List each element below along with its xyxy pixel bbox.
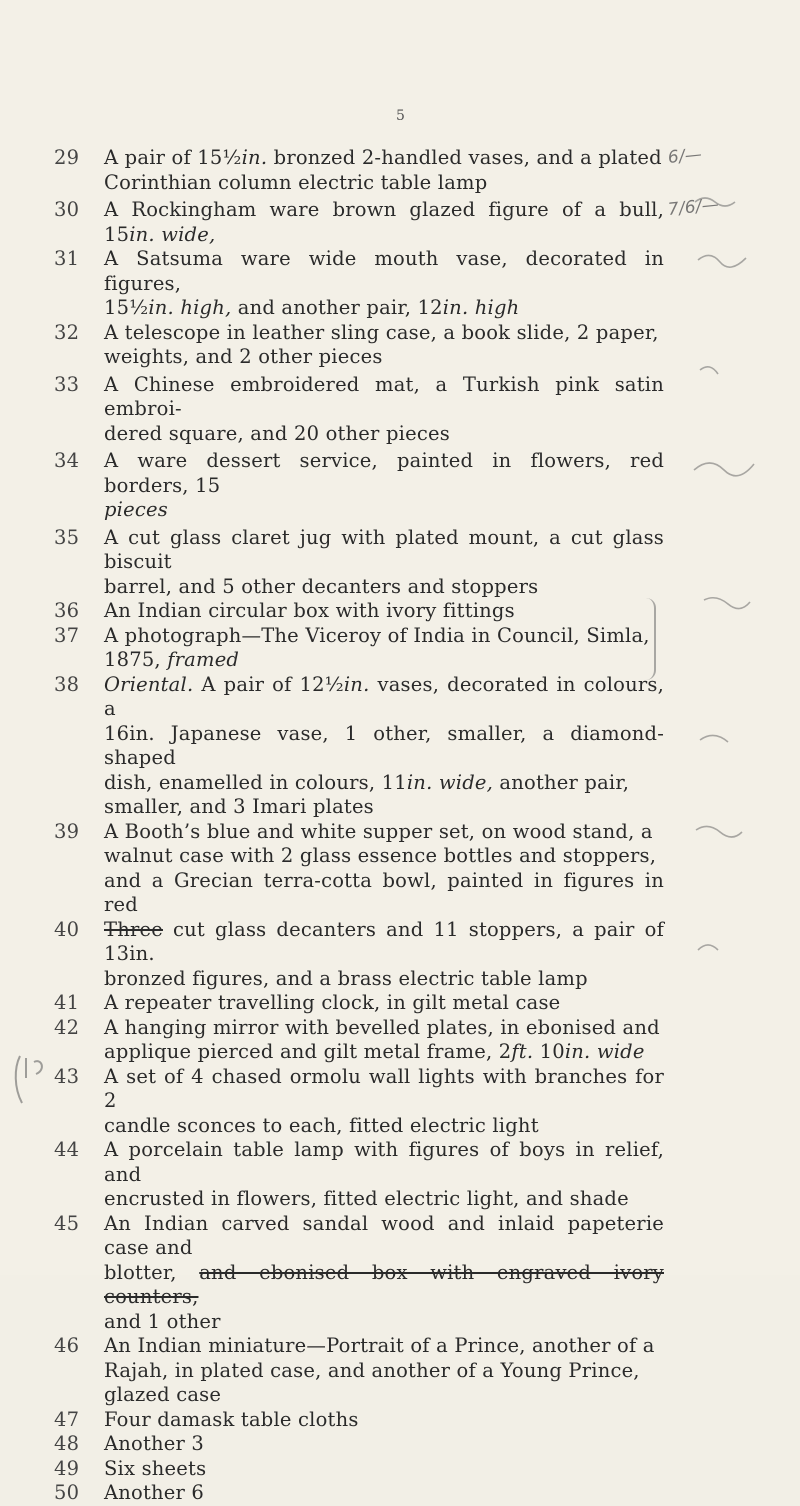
lot-32 — [0, 321, 800, 370]
lot-34 — [0, 449, 800, 523]
lot-50 — [0, 1481, 800, 1506]
lot-47 — [0, 1408, 800, 1433]
lot-31 — [0, 247, 800, 321]
lot-number: 40 — [54, 917, 80, 941]
lot-36 — [0, 599, 800, 624]
lot-42 — [0, 1016, 800, 1065]
lot-number: 47 — [54, 1407, 80, 1431]
lot-30 — [0, 194, 800, 247]
lot-description: A set of 4 chased ormolu wall lights with branches for 2 candle sconces to each, fitted electric light — [104, 1064, 664, 1137]
lot-number: 33 — [54, 372, 80, 396]
lot-description: A repeater travelling clock, in gilt metal case — [104, 991, 561, 1014]
handwritten-price: 6/— — [666, 144, 703, 168]
lot-description: Another 6 — [104, 1481, 205, 1504]
lot-description: Six sheets — [104, 1456, 207, 1480]
lot-description: A pair of 15½in. bronzed 2-handled vases, and a plated Corinthian column electric table lamp — [104, 146, 662, 194]
lot-number: 31 — [54, 247, 80, 270]
lot-number: 46 — [54, 1334, 80, 1357]
lot-number: 32 — [54, 320, 80, 344]
lot-description: An Indian circular box with ivory fittings — [104, 599, 515, 622]
handwritten-margin-notes-icon — [690, 180, 790, 1080]
lot-description: Oriental. A pair of 12½in. vases, decorated in colours, a 16in. Japanese vase, 1 other, smaller, a diamond-shaped dish, enamelled in colours, 11in. wide, another pair, smaller, and 3 Imari plates — [104, 672, 664, 818]
lot-number: 42 — [54, 1015, 80, 1039]
lot-description: An Indian miniature—Portrait of a Prince, another of a Rajah, in plated case, and another of a Young Prince, glazed case — [104, 1334, 655, 1406]
lot-29 — [0, 146, 800, 195]
handwritten-price: 7/6/— — [666, 194, 720, 220]
lot-38 — [0, 673, 800, 820]
lot-44 — [0, 1138, 800, 1212]
lot-35 — [0, 526, 800, 600]
lot-49 — [0, 1457, 800, 1482]
lot-description: A telescope in leather sling case, a book slide, 2 paper, weights, and 2 other pieces — [104, 320, 659, 368]
lot-description: Another 3 — [104, 1432, 205, 1455]
lot-list — [0, 146, 800, 1506]
lot-43 — [0, 1065, 800, 1139]
lot-40 — [0, 918, 800, 992]
lot-description: A ware dessert service, painted in flowers, red borders, 15 pieces — [104, 449, 664, 521]
lot-number: 44 — [54, 1138, 80, 1161]
lot-description: An Indian carved sandal wood and inlaid papeterie case and blotter, and ebonised box with engraved ivory counters, and 1 other — [104, 1211, 664, 1333]
lot-number: 36 — [54, 599, 80, 622]
lot-number: 45 — [54, 1211, 80, 1235]
lot-number: 35 — [54, 525, 80, 549]
lot-33 — [0, 373, 800, 447]
lot-description: A photograph—The Viceroy of India in Council, Simla, 1875, framed — [104, 623, 650, 671]
handwritten-bracket — [640, 598, 656, 680]
lot-description: A Satsuma ware wide mouth vase, decorated in figures, 15½in. high, and another pair, 12in. high — [104, 247, 664, 319]
lot-number: 43 — [54, 1064, 80, 1088]
lot-description: A porcelain table lamp with figures of boys in relief, and encrusted in flowers, fitted electric light, and shade — [104, 1138, 664, 1210]
lot-37 — [0, 624, 800, 673]
lot-description: A cut glass claret jug with plated mount, a cut glass biscuit barrel, and 5 other decanters and stoppers — [104, 525, 664, 598]
lot-number: 48 — [54, 1432, 80, 1455]
lot-description: A Chinese embroidered mat, a Turkish pink satin embroi- dered square, and 20 other pieces — [104, 372, 664, 445]
lot-number: 39 — [54, 819, 80, 843]
lot-number: 49 — [54, 1456, 80, 1480]
lot-description: Four damask table cloths — [104, 1407, 359, 1431]
lot-number: 29 — [54, 146, 80, 169]
lot-number: 34 — [54, 449, 80, 472]
lot-description: A Booth’s blue and white supper set, on wood stand, a walnut case with 2 glass essence bottles and stoppers, and a Grecian terra-cotta bowl, painted in figures in red — [104, 819, 664, 916]
lot-39 — [0, 820, 800, 918]
lot-description: Three cut glass decanters and 11 stoppers, a pair of 13in. bronzed figures, and a brass electric table lamp — [104, 917, 664, 990]
page-number: 5 — [396, 108, 405, 124]
lot-number: 41 — [54, 991, 80, 1014]
lot-description: A Rockingham ware brown glazed figure of a bull, 15in. wide, — [104, 198, 664, 246]
lot-46 — [0, 1334, 800, 1408]
lot-number: 50 — [54, 1481, 80, 1504]
lot-description: A hanging mirror with bevelled plates, in ebonised and applique pierced and gilt metal frame, 2ft. 10in. wide — [104, 1015, 660, 1063]
lot-number: 37 — [54, 623, 80, 647]
lot-41 — [0, 991, 800, 1016]
lot-48 — [0, 1432, 800, 1457]
lot-number: 30 — [54, 198, 80, 221]
handwritten-scribble-icon — [12, 1048, 72, 1118]
lot-45 — [0, 1212, 800, 1335]
lot-number: 38 — [54, 672, 80, 696]
